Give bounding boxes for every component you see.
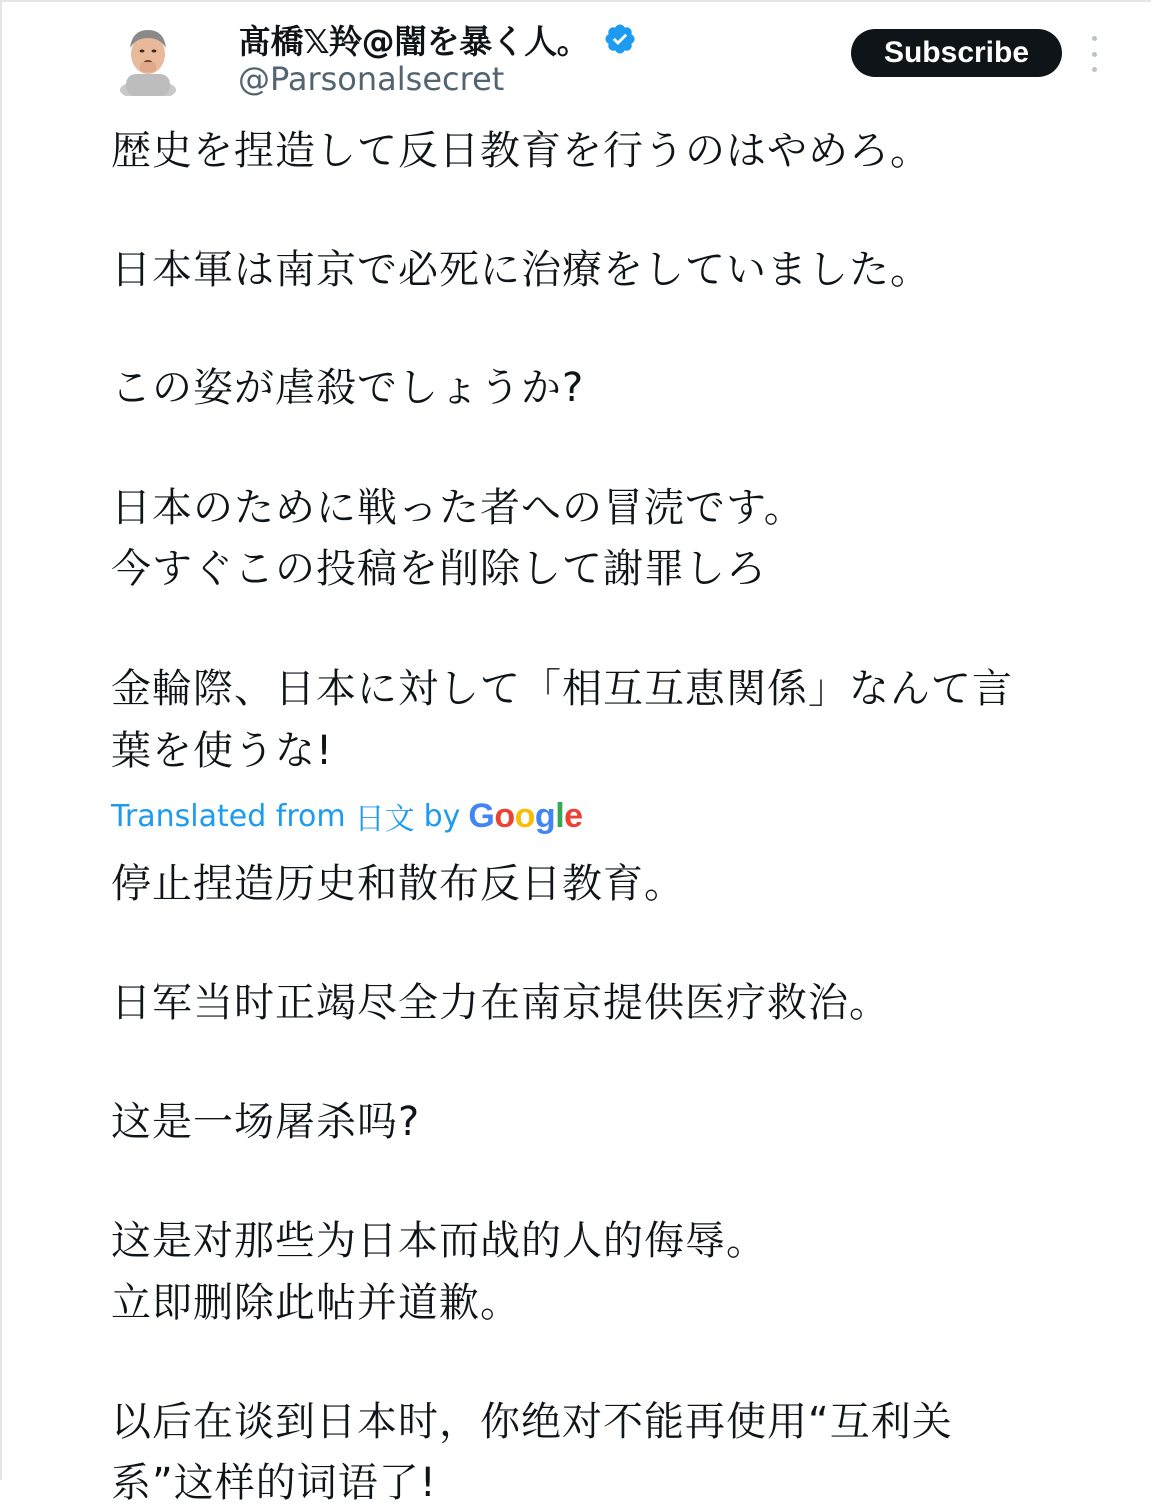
translation-label[interactable]	[111, 795, 583, 837]
translated-text-line: 系”这样的词语了!	[111, 1460, 437, 1506]
translated-text-line: 这是一场屠杀吗?	[111, 1099, 421, 1145]
original-text-line: 葉を使うな!	[111, 728, 334, 774]
post-header	[0, 0, 1153, 110]
source-language: 日文	[354, 802, 415, 837]
translated-text-line: 停止捏造历史和散布反日教育。	[111, 861, 685, 907]
original-text-line: 日本のために戦った者への冒涜です。	[111, 485, 805, 531]
verified-badge-icon	[603, 22, 637, 56]
translated-text-line: 日军当时正竭尽全力在南京提供医疗救治。	[111, 980, 890, 1026]
avatar-image	[116, 24, 180, 96]
display-name-row	[238, 16, 637, 62]
user-handle[interactable]: @Parsonalsecret	[238, 60, 505, 98]
dot	[1092, 67, 1097, 72]
more-vertical-icon[interactable]	[1083, 36, 1105, 72]
subscribe-button[interactable]: Subscribe	[851, 29, 1062, 77]
dot	[1092, 52, 1097, 57]
translated-text-line: 这是对那些为日本而战的人的侮辱。	[111, 1218, 767, 1264]
original-text-line: 歴史を捏造して反日教育を行うのはやめろ。	[111, 128, 931, 174]
display-name[interactable]: 髙橋𝕏羚@闇を暴く人。	[238, 21, 590, 61]
google-logo: Google	[468, 796, 583, 835]
original-text-line: 今すぐこの投稿を削除して謝罪しろ	[111, 546, 767, 592]
translated-text-line: 以后在谈到日本时，你绝对不能再使用“互利关	[111, 1399, 953, 1445]
translated-text-line: 立即删除此帖并道歉。	[111, 1280, 521, 1326]
dot	[1092, 36, 1097, 41]
translated-from-text: Translated from	[111, 798, 346, 834]
avatar[interactable]	[116, 24, 180, 96]
original-text-line: 日本軍は南京で必死に治療をしていました。	[111, 247, 931, 293]
original-text-line: 金輪際、日本に対して「相互互恵関係」なんて言	[111, 666, 1013, 712]
original-text-line: この姿が虐殺でしょうか?	[111, 365, 585, 411]
by-text: by	[423, 798, 461, 834]
